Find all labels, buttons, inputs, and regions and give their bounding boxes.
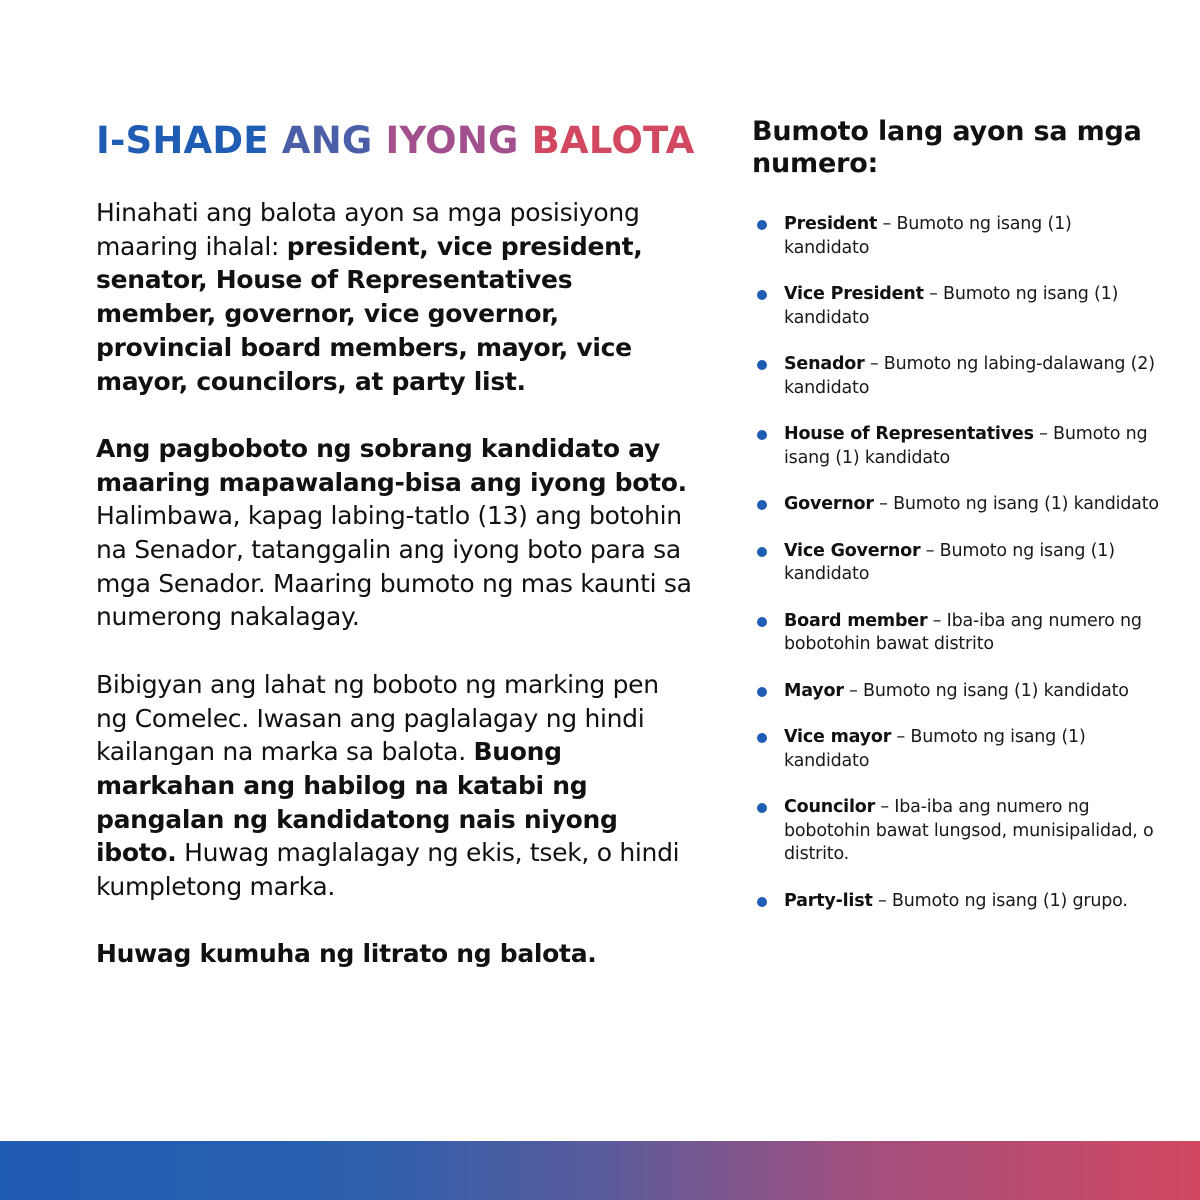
position-label: House of Representatives [784, 424, 1034, 444]
headline-word-4: BALOTA [531, 119, 695, 162]
paragraph-overvote-warning-rest: Halimbawa, kapag labing-tatlo (13) ang botohin na Senador, tatanggalin ang iyong boto para sa mga Senador. Maaring bumoto ng mas kaunti sa numerong nakalagay. [96, 501, 692, 632]
position-label: Mayor [784, 680, 844, 701]
paragraph-marking-intro: Bibigyan ang lahat ng boboto ng marking pen ng Comelec. Iwasan ang paglalagay ng hindi kailangan na marka sa balota. [96, 669, 659, 767]
list-item-board-member [752, 610, 1162, 657]
bullet-dot-icon [757, 500, 767, 510]
paragraph-marking-rest: Huwag maglalagay ng ekis, tsek, o hindi kumpletong marka. [96, 838, 680, 902]
position-label: Vice Governor [784, 540, 921, 561]
position-rule: – Bumoto ng isang (1) kandidato [784, 424, 1148, 468]
list-item-governor [752, 493, 1162, 517]
position-rule: – Iba-iba ang numero ng bobotohin bawat distrito [784, 610, 1142, 654]
vote-count-list [752, 213, 1162, 936]
headline-word-3: IYONG [385, 119, 519, 162]
position-label: Board member [784, 610, 928, 631]
list-item-party-list [752, 890, 1162, 914]
position-rule: – Bumoto ng labing-dalawang (2) kandidato [784, 354, 1155, 398]
bullet-dot-icon [757, 290, 767, 300]
sidebar-title: Bumoto lang ayon sa mga numero: [752, 116, 1142, 179]
bullet-dot-icon [757, 617, 767, 627]
headline-word-2: ANG [281, 119, 373, 162]
bullet-dot-icon [757, 430, 767, 440]
list-item-house-of-representatives [752, 423, 1162, 470]
bullet-dot-icon [757, 687, 767, 697]
footer-gradient-bar [0, 1141, 1200, 1200]
bullet-dot-icon [757, 803, 767, 813]
paragraph-ballot-positions [96, 196, 696, 398]
paragraph-ballot-positions-list: president, vice president, senator, House of Representatives member, governor, vice governor, provincial board members, mayor, vice mayor, councilors, at party list. [96, 231, 643, 396]
list-item-mayor [752, 680, 1162, 704]
position-rule: – Bumoto ng isang (1) kandidato [843, 680, 1129, 701]
paragraph-ballot-positions-intro: Hinahati ang balota ayon sa mga posisiyong maaring ihalal: [96, 198, 640, 261]
bullet-dot-icon [757, 547, 767, 557]
list-item-president [752, 213, 1162, 260]
position-rule: – Bumoto ng isang (1) kandidato [784, 540, 1115, 584]
position-label: Party-list [784, 890, 873, 911]
paragraph-marking-bold: Buong markahan ang habilog na katabi ng pangalan ng kandidatong nais niyong iboto. [96, 737, 618, 868]
position-rule: – Iba-iba ang numero ng bobotohin bawat lungsod, munisipalidad, o distrito. [784, 797, 1154, 864]
paragraph-no-photo [96, 937, 696, 971]
position-rule: – Bumoto ng isang (1) kandidato [784, 284, 1119, 328]
position-label: Vice mayor [784, 727, 892, 747]
list-item-vice-mayor [752, 726, 1162, 773]
headline [96, 118, 696, 164]
list-item-vice-president [752, 283, 1162, 330]
position-rule: – Bumoto ng isang (1) kandidato [784, 727, 1086, 771]
position-rule: – Bumoto ng isang (1) kandidato [784, 214, 1072, 258]
main-content [96, 118, 696, 971]
position-label: Senador [784, 354, 865, 374]
position-label: Governor [784, 494, 874, 514]
paragraph-overvote-warning [96, 432, 696, 634]
position-label: President [784, 214, 878, 234]
paragraph-no-photo-bold: Huwag kumuha ng litrato ng balota. [96, 939, 597, 969]
bullet-dot-icon [757, 220, 767, 230]
headline-word-1: I-SHADE [96, 119, 269, 162]
paragraph-overvote-warning-bold: Ang pagboboto ng sobrang kandidato ay maaring mapawalang-bisa ang iyong boto. [96, 433, 687, 497]
bullet-dot-icon [757, 360, 767, 370]
position-label: Vice President [784, 284, 924, 304]
position-rule: – Bumoto ng isang (1) kandidato [873, 494, 1159, 514]
list-item-vice-governor [752, 540, 1162, 587]
bullet-dot-icon [757, 897, 767, 907]
bullet-dot-icon [757, 733, 767, 743]
vote-count-sidebar [752, 116, 1162, 911]
position-rule: – Bumoto ng isang (1) grupo. [872, 890, 1128, 911]
paragraph-marking-instructions [96, 668, 696, 904]
list-item-councilor [752, 796, 1162, 867]
list-item-senador [752, 353, 1162, 400]
position-label: Councilor [784, 797, 876, 817]
